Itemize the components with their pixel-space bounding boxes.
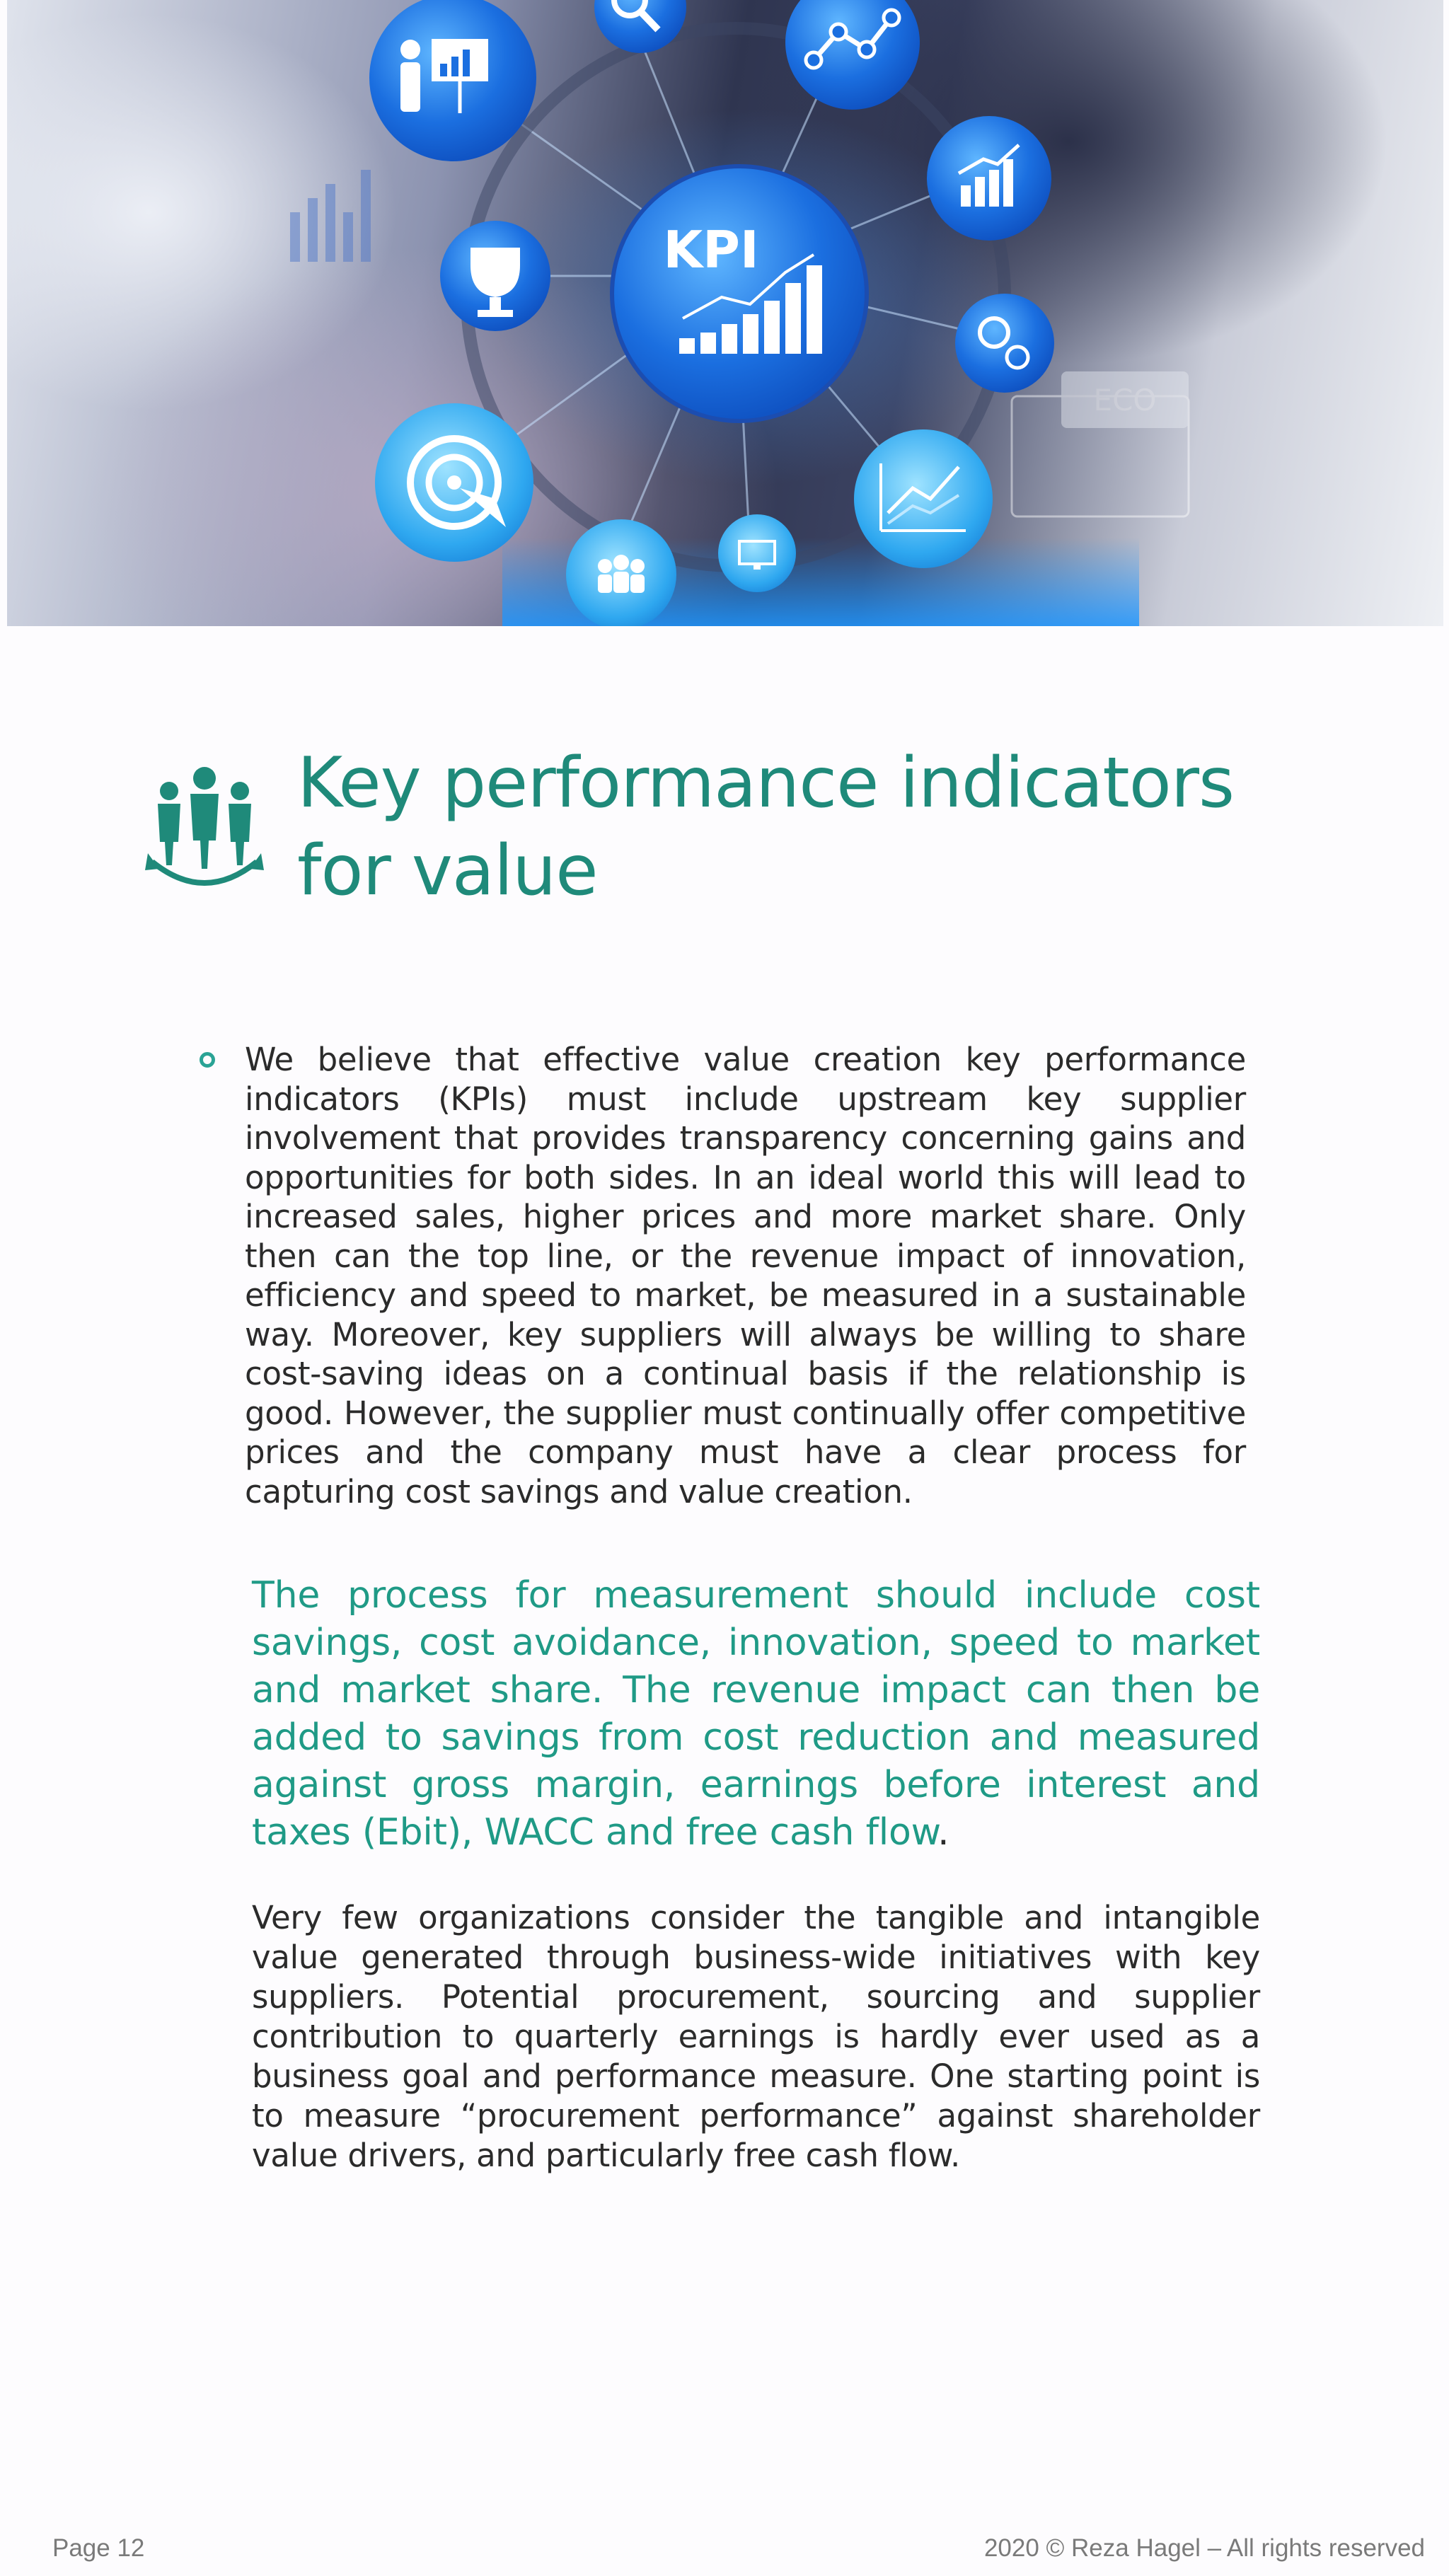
paragraph-kpi-intro: We believe that effective value creation key performance indicators (KPIs) must include upstream key supplier involvement that provides transparency concerning gains and opportunities for both sides. In an ideal world this will lead to increased sales, higher prices and more market share. Only then can the top line, or the revenue impact of innovation, efficiency and speed to market, be measured in a sustainable way. Moreover, key suppliers will always be willing to share cost-saving ideas on a continual basis if the relationship is good. However, the supplier must continually offer competitive prices and the company must have a clear process for capturing cost savings and value creation. <box>245 1041 1246 1511</box>
kpi-bubble <box>612 166 867 421</box>
paragraph-shareholder-value: Very few organizations consider the tangible and intangible value generated through business-wide initiatives with key suppliers. Potential procurement, sourcing and supplier contribution to quarterly earnings is hardly ever used as a business goal and performance measure. One starting point is to measure “procurement performance” against shareholder value drivers, and particularly free cash flow. <box>252 1899 1260 2174</box>
monitor-icon <box>718 514 796 592</box>
page-title: Key performance indicators for value <box>297 743 1235 911</box>
growth-chart-icon <box>927 116 1051 241</box>
kpi-illustration <box>7 0 1443 626</box>
bullet-circle-icon <box>200 1052 215 1068</box>
trophy-icon <box>440 221 550 331</box>
highlight-period: . <box>937 1811 949 1854</box>
gears-icon <box>955 294 1054 393</box>
kpi-label: KPI <box>663 220 759 279</box>
eco-panel <box>1012 371 1189 516</box>
page-number: Page 12 <box>52 2534 145 2562</box>
presentation-icon <box>369 0 536 161</box>
team-cycle-icon <box>145 763 264 890</box>
trend-icon <box>785 0 920 110</box>
paragraph-measurement-highlight <box>252 1572 1260 1856</box>
line-chart-icon <box>854 429 993 568</box>
hero-image <box>7 0 1443 626</box>
team-icon <box>566 519 676 626</box>
search-icon <box>594 0 686 53</box>
target-icon <box>375 403 533 562</box>
eco-label: ECO <box>1093 383 1157 417</box>
copyright-notice: 2020 © Reza Hagel – All rights reserved <box>983 2534 1425 2562</box>
highlight-text: The process for measurement should include cost savings, cost avoidance, innovation, speed to market and market share. The revenue impact can then be added to savings from cost reduction and measured against gross margin, earnings before interest and taxes (Ebit), WACC and free cash flow <box>252 1574 1260 1854</box>
